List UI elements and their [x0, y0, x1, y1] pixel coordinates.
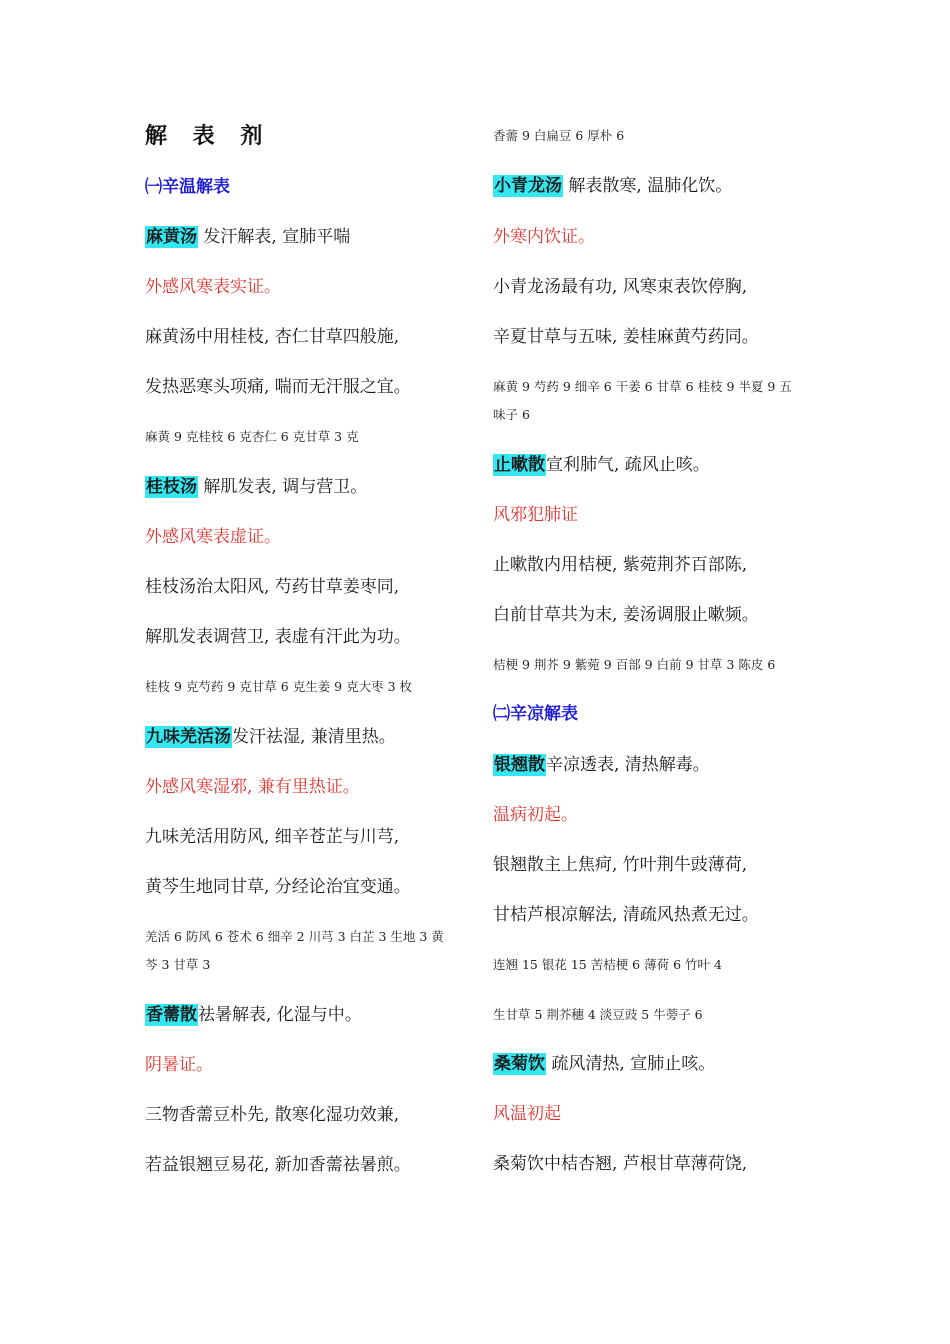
- dosage-line: 味子 6: [493, 407, 530, 422]
- formula-entry: [145, 479, 367, 496]
- formula-effect: 宣利肺气, 疏风止咳。: [546, 455, 710, 475]
- verse-line: 解肌发表调营卫, 表虚有汗此为功。: [145, 627, 411, 647]
- formula-name: 小青龙汤: [494, 176, 562, 196]
- formula-effect: 辛凉透表, 清热解毒。: [546, 755, 710, 775]
- section-heading: ㈠辛温解表: [145, 177, 230, 197]
- page-title: 解 表 剂: [145, 124, 272, 149]
- dosage-line: 羌活 6 防风 6 苍术 6 细辛 2 川芎 3 白芷 3 生地 3 黄: [145, 929, 444, 944]
- formula-name: 桂枝汤: [146, 477, 197, 497]
- formula-name: 香薷散: [146, 1005, 197, 1025]
- section-heading: ㈡辛凉解表: [493, 704, 578, 724]
- verse-line: 辛夏甘草与五味, 姜桂麻黄芍药同。: [493, 327, 759, 347]
- indication-text: 外寒内饮证。: [493, 227, 595, 247]
- indication-text: 外感风寒表虚证。: [145, 527, 281, 547]
- formula-entry: [493, 1056, 715, 1073]
- dosage-line: 桔梗 9 荆芥 9 紫菀 9 百部 9 白前 9 甘草 3 陈皮 6: [493, 657, 776, 672]
- indication-text: 风邪犯肺证: [493, 505, 578, 525]
- dosage-line: 麻黄 9 芍药 9 细辛 6 干姜 6 甘草 6 桂枝 9 半夏 9 五: [493, 379, 792, 394]
- verse-line: 白前甘草共为末, 姜汤调服止嗽频。: [493, 605, 759, 625]
- formula-entry: [493, 457, 710, 474]
- formula-name: 九味羌活汤: [146, 727, 231, 747]
- verse-line: 九味羌活用防风, 细辛苍芷与川芎,: [145, 827, 400, 847]
- indication-text: 外感风寒湿邪, 兼有里热证。: [145, 777, 360, 797]
- formula-entry: [493, 178, 732, 195]
- indication-text: 外感风寒表实证。: [145, 277, 281, 297]
- dosage-line: 香薷 9 白扁豆 6 厚朴 6: [493, 128, 625, 143]
- formula-name: 麻黄汤: [146, 227, 197, 247]
- formula-effect: 发汗祛湿, 兼清里热。: [232, 727, 396, 747]
- formula-effect: 解肌发表, 调与营卫。: [198, 477, 368, 497]
- verse-line: 发热恶寒头项痛, 喘而无汗服之宜。: [145, 377, 411, 397]
- verse-line: 桂枝汤治太阳风, 芍药甘草姜枣同,: [145, 577, 400, 597]
- formula-name: 桑菊饮: [494, 1054, 545, 1074]
- verse-line: 止嗽散内用桔梗, 紫菀荆芥百部陈,: [493, 555, 748, 575]
- formula-name: 止嗽散: [494, 455, 545, 475]
- formula-effect: 发汗解表, 宣肺平喘: [198, 227, 351, 247]
- dosage-line: 连翘 15 银花 15 苦桔梗 6 薄荷 6 竹叶 4: [493, 957, 722, 972]
- dosage-line: 生甘草 5 荆芥穗 4 淡豆豉 5 牛蒡子 6: [493, 1007, 703, 1022]
- dosage-line: 芩 3 甘草 3: [145, 957, 211, 972]
- formula-name: 银翘散: [494, 755, 545, 775]
- dosage-line: 麻黄 9 克桂枝 6 克杏仁 6 克甘草 3 克: [145, 429, 359, 444]
- verse-line: 甘桔芦根凉解法, 清疏风热煮无过。: [493, 905, 759, 925]
- formula-effect: 解表散寒, 温肺化饮。: [563, 176, 733, 196]
- formula-entry: [145, 229, 350, 246]
- indication-text: 风温初起: [493, 1104, 561, 1124]
- indication-text: 阴暑证。: [145, 1055, 213, 1075]
- verse-line: 小青龙汤最有功, 风寒束表饮停胸,: [493, 277, 748, 297]
- verse-line: 银翘散主上焦疴, 竹叶荆牛豉薄荷,: [493, 855, 748, 875]
- verse-line: 麻黄汤中用桂枝, 杏仁甘草四般施,: [145, 327, 400, 347]
- formula-effect: 疏风清热, 宣肺止咳。: [546, 1054, 716, 1074]
- verse-line: 桑菊饮中桔杏翘, 芦根甘草薄荷饶,: [493, 1154, 748, 1174]
- dosage-line: 桂枝 9 克芍药 9 克甘草 6 克生姜 9 克大枣 3 枚: [145, 679, 412, 694]
- formula-entry: [145, 1007, 362, 1024]
- verse-line: 黄芩生地同甘草, 分经论治宜变通。: [145, 877, 411, 897]
- formula-effect: 祛暑解表, 化湿与中。: [198, 1005, 362, 1025]
- indication-text: 温病初起。: [493, 805, 578, 825]
- verse-line: 若益银翘豆易花, 新加香薷祛暑煎。: [145, 1155, 411, 1175]
- formula-entry: [493, 757, 710, 774]
- formula-entry: [145, 729, 396, 746]
- verse-line: 三物香薷豆朴先, 散寒化湿功效兼,: [145, 1105, 400, 1125]
